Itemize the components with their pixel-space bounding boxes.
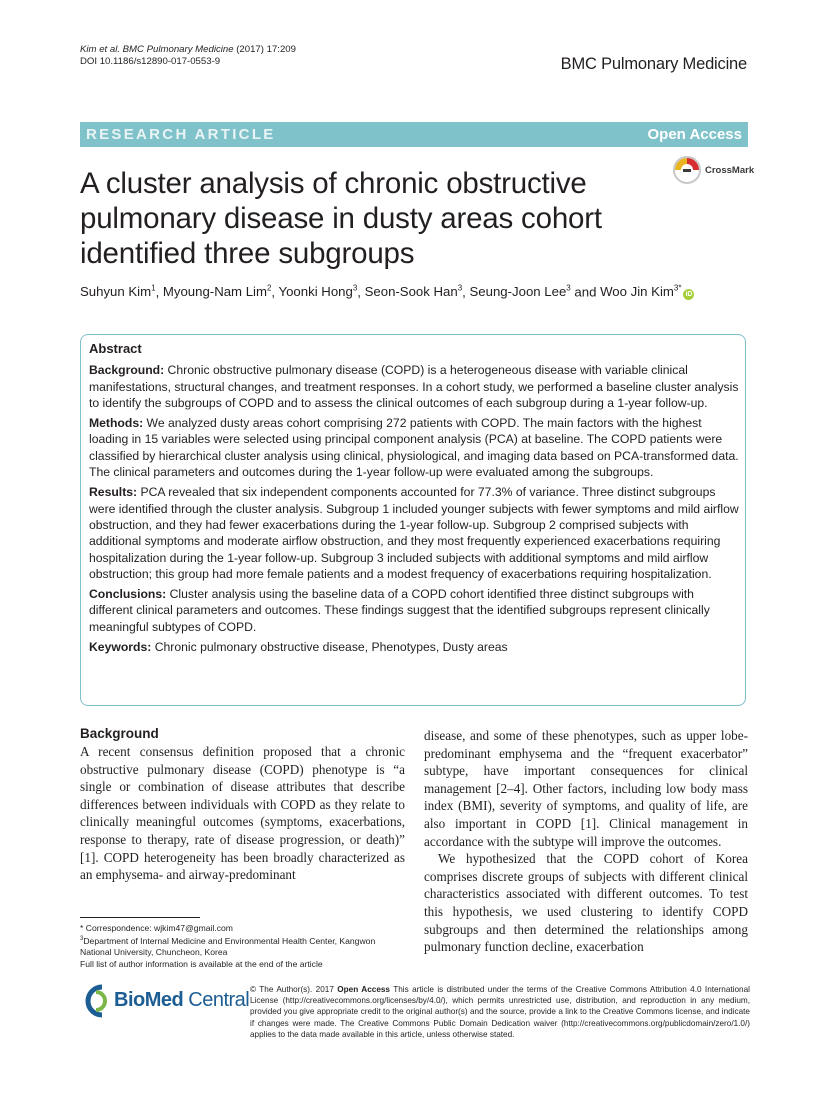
author[interactable]: Seung-Joon Lee$^3$: [469, 284, 571, 300]
abstract-background: Background: Chronic obstructive pulmonary disease (COPD) is a heterogeneous disease with variable clinical manifestations, structural changes, and treatment responses. In a cohort study, we performed a baseline cluster analysis to identify the subgroups of COPD and to assess the clinical outcomes of each subgroup during a 1-year follow-up.: [89, 363, 739, 410]
abstract-conclusions: Conclusions: Cluster analysis using the baseline data of a COPD cohort identified three distinct subgroups with different clinical parameters and outcomes. These findings suggest that the identified subgroups represent clinically meaningful subtypes of COPD.: [89, 587, 710, 634]
body-right-column: [424, 727, 748, 956]
author[interactable]: Seon-Sook Han$^3$: [364, 284, 463, 300]
crossmark-badge[interactable]: [672, 155, 755, 187]
doi[interactable]: DOI 10.1186/s12890-017-0553-9: [80, 56, 221, 67]
body-paragraph: disease, and some of these phenotypes, such as upper lobe-predominant emphysema and the “frequent exacerbator” subtype, have important consequences for clinical management [2–4]. Other factors, including low body mass index (BMI), severity of symptoms, and quality of life, are also important in COPD [1]. Clinical management in accordance with the subtype will improve the outcomes.: [424, 728, 748, 849]
abstract-methods: Methods: We analyzed dusty areas cohort comprising 272 patients with COPD. The main factors with the highest loading in 15 variables were selected using principal component analysis (PCA) at baseline. The COPD patients were classified by hierarchical cluster analysis using clinical, physiological, and imaging data based on PCA-transformed data. The clinical parameters and outcomes during the 1-year follow-up were evaluated among the subgroups.: [89, 416, 739, 480]
article-type-banner: [80, 122, 748, 147]
license-statement: © The Author(s). 2017 Open Access This article is distributed under the terms of the Creative Commons Attribution 4.0 International License (http://creativecommons.org/licenses/by/4.0/), which permits unrestricted use, distribution, and reproduction in any medium, provided you give appropriate credit to the original author(s) and the source, provide a link to the Creative Commons license, and indicate if changes were made. The Creative Commons Public Domain Dedication waiver (http://creativecommons.org/publicdomain/zero/1.0/) applies to the data made available in this article, unless otherwise stated.: [250, 985, 750, 1039]
footnote-divider: [80, 917, 200, 918]
author-list: Suhyun Kim$^1$, Myoung-Nam Lim$^2$, Yoonki Hong$^3$, Seon-Sook Han$^3$, Seung-Joon Lee$^3$ and Woo Jin Kim$^{3*}$iD: [80, 284, 693, 300]
author[interactable]: Woo Jin Kim$^{3*}$: [600, 284, 682, 300]
body-paragraph: We hypothesized that the COPD cohort of Korea comprises discrete groups of subjects with different clinical characteristics associated with different outcomes. To test this hypothesis, we used clustering to identify COPD subgroups and then determined the relationships among pulmonary function decline, exacerbation: [424, 851, 748, 955]
crossmark-icon: [672, 155, 702, 185]
section-heading-background: Background: [80, 726, 159, 741]
abstract-box: [80, 334, 746, 706]
author[interactable]: Yoonki Hong$^3$: [278, 284, 358, 300]
abstract-content: [89, 341, 741, 659]
biomed-central-icon: [80, 983, 112, 1019]
author[interactable]: Myoung-Nam Lim$^2$: [162, 284, 272, 300]
biomed-central-wordmark: BioMed Central: [114, 989, 250, 1011]
article-type: RESEARCH ARTICLE: [86, 126, 276, 143]
citation-line: Kim et al. BMC Pulmonary Medicine (2017) 17:209: [80, 44, 296, 55]
orcid-icon[interactable]: iD: [685, 291, 693, 299]
author[interactable]: Suhyun Kim$^1$: [80, 284, 156, 300]
abstract-heading: Abstract: [89, 341, 142, 356]
abstract-results: Results: PCA revealed that six independent components accounted for 77.3% of variance. Three distinct subgroups were identified through the cluster analysis. Subgroup 1 included younger subjects with fewer symptoms and mild airflow obstruction, and they had fewer exacerbations during the 1-year follow-up. Subgroup 2 comprised subjects with additional symptoms and moderate airflow obstruction, and they most frequently experienced exacerbations requiring hospitalization during the 1-year follow-up. Subgroup 3 included subjects with additional symptoms and mild airflow obstruction; this group had more female patients and a modest frequency of exacerbations requiring hospitalization.: [89, 485, 739, 581]
body-paragraph: A recent consensus definition proposed that a chronic obstructive pulmonary disease (COPD) phenotype is “a single or combination of disease attributes that describe differences between individuals with COPD as they relate to clinically meaningful outcomes (symptoms, exacerbations, response to therapy, rate of disease progression, or death)” [1]. COPD heterogeneity has been broadly characterized as an emphysema- and airway-predominant: [80, 744, 405, 883]
open-access-label: Open Access: [647, 126, 742, 143]
body-left-column: [80, 725, 405, 884]
correspondence[interactable]: * Correspondence: wjkim47@gmail.com: [80, 923, 233, 933]
affiliation: $^3$Department of Internal Medicine and Environmental Health Center, Kangwon National University, Chuncheon, Korea: [80, 936, 376, 958]
citation-header: [80, 44, 296, 68]
footnotes: [80, 923, 400, 970]
journal-name: BMC Pulmonary Medicine: [560, 55, 747, 73]
abstract-keywords: Keywords: Chronic pulmonary obstructive disease, Phenotypes, Dusty areas: [89, 640, 508, 655]
full-author-info-note: Full list of author information is available at the end of the article: [80, 958, 323, 969]
article-title: A cluster analysis of chronic obstructive pulmonary disease in dusty areas cohort identified three subgroups: [80, 167, 602, 270]
biomed-central-logo[interactable]: [80, 981, 250, 1021]
crossmark-label: CrossMark: [705, 165, 755, 176]
